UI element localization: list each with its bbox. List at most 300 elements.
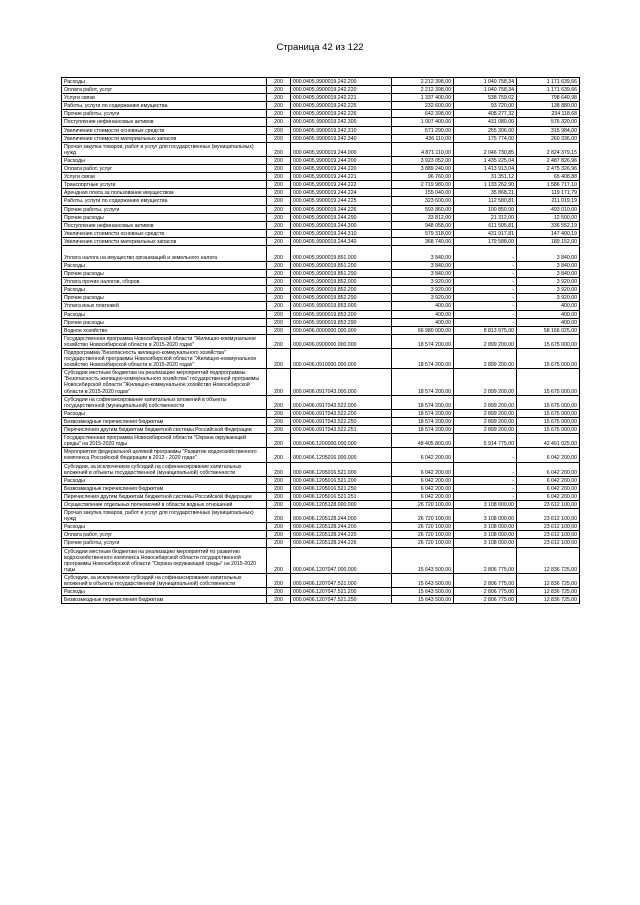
row-code-cell: 200 xyxy=(267,326,291,334)
row-name-cell: Увеличение стоимости материальных запасов xyxy=(62,237,267,245)
row-code-cell: 200 xyxy=(267,156,291,164)
row-code-cell: 200 xyxy=(267,302,291,310)
row-code-cell: 200 xyxy=(267,142,291,156)
row-executed-cell: 31 351,12 xyxy=(454,173,517,181)
row-plan-cell: 3 840,00 xyxy=(392,245,454,261)
row-name-cell: Работы, услуги по содержанию имущества xyxy=(62,102,267,110)
row-code-cell: 200 xyxy=(267,261,291,269)
row-remaining-cell: 12 836 725,00 xyxy=(517,573,580,587)
row-name-cell: Расходы xyxy=(62,286,267,294)
row-remaining-cell: 12 836 725,00 xyxy=(517,596,580,604)
row-executed-cell: - xyxy=(454,261,517,269)
table-row xyxy=(62,270,580,278)
row-remaining-cell: 15 675 000,00 xyxy=(517,349,580,369)
row-name-cell: Уплата иных платежей xyxy=(62,302,267,310)
table-row xyxy=(62,181,580,189)
row-remaining-cell: 400,00 xyxy=(517,310,580,318)
row-plan-cell: 3 920,00 xyxy=(392,278,454,286)
row-plan-cell: 400,00 xyxy=(392,302,454,310)
table-row xyxy=(62,523,580,531)
row-code-cell: 200 xyxy=(267,500,291,508)
row-kbk-cell: 000.0405.9900019.242.220 xyxy=(291,86,392,94)
row-name-cell: Безвозмездные перечисления бюджетам xyxy=(62,484,267,492)
row-name-cell: Расходы xyxy=(62,523,267,531)
row-plan-cell: 3 920,00 xyxy=(392,286,454,294)
row-plan-cell: 6 042 200,00 xyxy=(392,484,454,492)
row-code-cell: 200 xyxy=(267,318,291,326)
row-executed-cell: 2 899 200,00 xyxy=(454,417,517,425)
row-code-cell: 200 xyxy=(267,173,291,181)
row-kbk-cell: 000.0406.1207047.521.000 xyxy=(291,573,392,587)
row-name-cell: Оплата работ, услуг xyxy=(62,531,267,539)
page-number-label: Страница 42 из 122 xyxy=(276,42,364,53)
row-code-cell: 200 xyxy=(267,197,291,205)
row-remaining-cell: 260 336,00 xyxy=(517,134,580,142)
row-code-cell: 200 xyxy=(267,492,291,500)
row-kbk-cell: 000.0406.1207047.000.000 xyxy=(291,547,392,573)
row-remaining-cell: 6 042 200,00 xyxy=(517,462,580,476)
row-code-cell: 200 xyxy=(267,110,291,118)
row-code-cell: 200 xyxy=(267,596,291,604)
row-remaining-cell: 12 836 725,00 xyxy=(517,588,580,596)
row-code-cell: 200 xyxy=(267,588,291,596)
row-plan-cell: 2 212 398,00 xyxy=(392,78,454,86)
row-plan-cell: 18 574 200,00 xyxy=(392,334,454,348)
row-kbk-cell: 000.0405.9900019.244.200 xyxy=(291,156,392,164)
row-code-cell: 200 xyxy=(267,278,291,286)
row-code-cell: 200 xyxy=(267,86,291,94)
row-kbk-cell: 000.0405.9900019.244.222 xyxy=(291,181,392,189)
table-row xyxy=(62,134,580,142)
row-name-cell: Государственная программа Новосибирской области "Жилищно-коммунальное хозяйство Новосибирской области в 2015-2020 годах" xyxy=(62,334,267,348)
row-code-cell: 200 xyxy=(267,523,291,531)
row-executed-cell: 2 806 775,00 xyxy=(454,588,517,596)
row-kbk-cell: 000.0405.9900019.242.225 xyxy=(291,102,392,110)
row-code-cell: 200 xyxy=(267,395,291,409)
row-kbk-cell: 000.0406.1205128.244.220 xyxy=(291,531,392,539)
row-kbk-cell: 000.0405.9900019.242.221 xyxy=(291,94,392,102)
row-kbk-cell: 000.0406.1205016.521.251 xyxy=(291,492,392,500)
row-executed-cell: 175 774,00 xyxy=(454,134,517,142)
row-name-cell: Прочие расходы xyxy=(62,318,267,326)
table-row xyxy=(62,110,580,118)
row-executed-cell: 21 312,00 xyxy=(454,213,517,221)
row-executed-cell: 1 435 225,04 xyxy=(454,156,517,164)
row-executed-cell: - xyxy=(454,492,517,500)
table-row xyxy=(62,142,580,156)
row-remaining-cell: 798 640,98 xyxy=(517,94,580,102)
row-code-cell: 200 xyxy=(267,118,291,126)
row-code-cell: 200 xyxy=(267,78,291,86)
row-kbk-cell: 000.0406.1205016.521.200 xyxy=(291,476,392,484)
row-executed-cell: - xyxy=(454,476,517,484)
row-remaining-cell: 336 552,19 xyxy=(517,221,580,229)
row-kbk-cell: 000.0405.9900019.851.290 xyxy=(291,270,392,278)
table-row xyxy=(62,395,580,409)
row-remaining-cell: 15 675 000,00 xyxy=(517,409,580,417)
row-executed-cell: 1 413 913,04 xyxy=(454,165,517,173)
row-name-cell: Мероприятия федеральной целевой программы "Развитие водохозяйственного комплекса Российской Федерации в 2012 - 2020 годах" xyxy=(62,448,267,462)
row-remaining-cell: 6 042 200,00 xyxy=(517,448,580,462)
row-code-cell: 200 xyxy=(267,229,291,237)
row-name-cell: Работы, услуги по содержанию имущества xyxy=(62,197,267,205)
row-name-cell: Оплата работ, услуг xyxy=(62,86,267,94)
row-code-cell: 200 xyxy=(267,189,291,197)
row-kbk-cell: 000.0406.0910000.000.000 xyxy=(291,349,392,369)
row-plan-cell: 1 337 400,00 xyxy=(392,94,454,102)
row-executed-cell: 1 040 758,34 xyxy=(454,86,517,94)
row-kbk-cell: 000.0406.1205016.521.250 xyxy=(291,484,392,492)
row-plan-cell: 2 719 980,00 xyxy=(392,181,454,189)
row-code-cell: 200 xyxy=(267,181,291,189)
row-kbk-cell: 000.0406.0917043.000.000 xyxy=(291,369,392,395)
row-kbk-cell: 000.0406.0000000.000.000 xyxy=(291,326,392,334)
row-plan-cell: 3 840,00 xyxy=(392,270,454,278)
table-row xyxy=(62,205,580,213)
row-remaining-cell: 15 675 000,00 xyxy=(517,334,580,348)
row-remaining-cell: 3 840,00 xyxy=(517,270,580,278)
row-plan-cell: 26 720 100,00 xyxy=(392,531,454,539)
row-plan-cell: 3 889 240,00 xyxy=(392,165,454,173)
table-row xyxy=(62,596,580,604)
row-remaining-cell: 42 491 025,00 xyxy=(517,434,580,448)
row-remaining-cell: 234 118,68 xyxy=(517,110,580,118)
row-plan-cell: 3 840,00 xyxy=(392,261,454,269)
row-kbk-cell: 000.0405.9900019.851.000 xyxy=(291,245,392,261)
row-name-cell: Увеличение стоимости основных средств xyxy=(62,229,267,237)
table-row xyxy=(62,318,580,326)
row-remaining-cell: 15 675 000,00 xyxy=(517,417,580,425)
row-remaining-cell: 1 171 639,66 xyxy=(517,86,580,94)
row-executed-cell: 100 850,00 xyxy=(454,205,517,213)
row-remaining-cell: 3 920,00 xyxy=(517,294,580,302)
row-plan-cell: 26 720 100,00 xyxy=(392,500,454,508)
row-kbk-cell: 000.0405.9900019.244.220 xyxy=(291,165,392,173)
row-executed-cell: 2 806 775,00 xyxy=(454,596,517,604)
table-row xyxy=(62,126,580,134)
row-kbk-cell: 000.0406.1205016.521.000 xyxy=(291,462,392,476)
row-remaining-cell: 189 152,00 xyxy=(517,237,580,245)
row-executed-cell: 538 759,02 xyxy=(454,94,517,102)
row-kbk-cell: 000.0405.9900019.242.310 xyxy=(291,126,392,134)
row-code-cell: 200 xyxy=(267,126,291,134)
row-executed-cell: 2 806 775,00 xyxy=(454,547,517,573)
table-row xyxy=(62,229,580,237)
row-remaining-cell: 2 475 326,96 xyxy=(517,165,580,173)
row-remaining-cell: 138 880,00 xyxy=(517,102,580,110)
row-code-cell: 200 xyxy=(267,484,291,492)
row-executed-cell: - xyxy=(454,484,517,492)
row-plan-cell: 18 574 200,00 xyxy=(392,369,454,395)
row-plan-cell: 948 058,00 xyxy=(392,221,454,229)
row-plan-cell: 96 760,00 xyxy=(392,173,454,181)
row-executed-cell: 2 806 775,00 xyxy=(454,573,517,587)
row-code-cell: 200 xyxy=(267,349,291,369)
row-plan-cell: 15 643 500,00 xyxy=(392,596,454,604)
row-kbk-cell: 000.0406.1200000.000.000 xyxy=(291,434,392,448)
row-plan-cell: 48 405 800,00 xyxy=(392,434,454,448)
table-row xyxy=(62,409,580,417)
row-name-cell: Увеличение стоимости основных средств xyxy=(62,126,267,134)
row-kbk-cell: 000.0405.9900019.244.221 xyxy=(291,173,392,181)
table-row xyxy=(62,476,580,484)
row-remaining-cell: 3 840,00 xyxy=(517,245,580,261)
row-code-cell: 200 xyxy=(267,448,291,462)
row-name-cell: Субсидии местным бюджетам на реализацию мероприятий по развитию водохозяйственного комплекса Новосибирской области государственной программы Новосибирской области "Охрана окружающей среды" на 2015-2020 годы xyxy=(62,547,267,573)
row-code-cell: 200 xyxy=(267,426,291,434)
row-executed-cell: - xyxy=(454,448,517,462)
row-name-cell: Расходы xyxy=(62,588,267,596)
table-row xyxy=(62,86,580,94)
row-kbk-cell: 000.0405.9900019.852.000 xyxy=(291,278,392,286)
row-executed-cell: 611 505,81 xyxy=(454,221,517,229)
row-name-cell: Расходы xyxy=(62,409,267,417)
row-kbk-cell: 000.0406.1207047.521.200 xyxy=(291,588,392,596)
row-plan-cell: 15 643 500,00 xyxy=(392,588,454,596)
row-executed-cell: 2 899 200,00 xyxy=(454,334,517,348)
row-kbk-cell: 000.0405.9900019.242.200 xyxy=(291,78,392,86)
row-remaining-cell: 23 612 100,00 xyxy=(517,509,580,523)
row-kbk-cell: 000.0405.9900019.242.226 xyxy=(291,110,392,118)
table-row xyxy=(62,547,580,573)
row-executed-cell: 408 277,32 xyxy=(454,110,517,118)
row-executed-cell: 3 108 000,00 xyxy=(454,509,517,523)
row-code-cell: 200 xyxy=(267,310,291,318)
row-kbk-cell: 000.0406.1205016.000.000 xyxy=(291,448,392,462)
row-executed-cell: 2 899 200,00 xyxy=(454,409,517,417)
table-row xyxy=(62,102,580,110)
row-name-cell: Расходы xyxy=(62,156,267,164)
row-executed-cell: - xyxy=(454,245,517,261)
row-code-cell: 200 xyxy=(267,476,291,484)
row-plan-cell: 4 871 110,00 xyxy=(392,142,454,156)
row-plan-cell: 3 923 052,00 xyxy=(392,156,454,164)
row-kbk-cell: 000.0406.0917043.522.251 xyxy=(291,426,392,434)
row-executed-cell: - xyxy=(454,302,517,310)
table-row xyxy=(62,294,580,302)
row-name-cell: Прочие расходы xyxy=(62,294,267,302)
row-name-cell: Субсидии, за исключением субсидий на софинансирование капитальных вложений в объекты государственной (муниципальной) собственности xyxy=(62,573,267,587)
row-plan-cell: 400,00 xyxy=(392,310,454,318)
row-code-cell: 200 xyxy=(267,334,291,348)
row-name-cell: Государственная программа Новосибирской области "Охрана окружающей среды" на 2015-2020 годы xyxy=(62,434,267,448)
table-row xyxy=(62,492,580,500)
row-plan-cell: 232 600,00 xyxy=(392,102,454,110)
row-name-cell: Прочая закупка товаров, работ и услуг для государственных (муниципальных) нужд xyxy=(62,142,267,156)
row-executed-cell: 2 899 200,00 xyxy=(454,426,517,434)
row-code-cell: 200 xyxy=(267,509,291,523)
table-row xyxy=(62,189,580,197)
row-code-cell: 200 xyxy=(267,286,291,294)
row-kbk-cell: 000.0405.9900019.244.226 xyxy=(291,205,392,213)
row-executed-cell: - xyxy=(454,278,517,286)
row-plan-cell: 6 042 200,00 xyxy=(392,462,454,476)
row-plan-cell: 26 720 100,00 xyxy=(392,539,454,547)
row-plan-cell: 18 574 200,00 xyxy=(392,409,454,417)
row-remaining-cell: 315 984,00 xyxy=(517,126,580,134)
row-remaining-cell: 3 920,00 xyxy=(517,286,580,294)
row-name-cell: Увеличение стоимости материальных запасов xyxy=(62,134,267,142)
row-executed-cell: - xyxy=(454,310,517,318)
table-row xyxy=(62,500,580,508)
row-code-cell: 200 xyxy=(267,102,291,110)
row-remaining-cell: 23 612 100,00 xyxy=(517,539,580,547)
row-kbk-cell: 000.0405.9900019.852.290 xyxy=(291,294,392,302)
row-remaining-cell: 576 320,00 xyxy=(517,118,580,126)
row-kbk-cell: 000.0405.9900019.244.225 xyxy=(291,197,392,205)
row-remaining-cell: 1 171 639,66 xyxy=(517,78,580,86)
row-code-cell: 200 xyxy=(267,237,291,245)
table-row xyxy=(62,286,580,294)
row-kbk-cell: 000.0405.9900019.244.000 xyxy=(291,142,392,156)
row-name-cell: Прочие расходы xyxy=(62,213,267,221)
row-name-cell: Прочие работы, услуги xyxy=(62,539,267,547)
row-remaining-cell: 58 166 025,00 xyxy=(517,326,580,334)
row-kbk-cell: 000.0405.9900019.851.200 xyxy=(291,261,392,269)
table-row xyxy=(62,197,580,205)
row-kbk-cell: 000.0406.0917043.522.200 xyxy=(291,409,392,417)
row-executed-cell: 35 868,21 xyxy=(454,189,517,197)
row-executed-cell: - xyxy=(454,286,517,294)
row-remaining-cell: 1 586 717,10 xyxy=(517,181,580,189)
row-kbk-cell: 000.0405.9900019.853.000 xyxy=(291,302,392,310)
row-name-cell: Водное хозяйство xyxy=(62,326,267,334)
row-remaining-cell: 23 612 100,00 xyxy=(517,531,580,539)
row-executed-cell: - xyxy=(454,294,517,302)
row-executed-cell: 8 813 975,00 xyxy=(454,326,517,334)
table-row xyxy=(62,78,580,86)
row-executed-cell: 431 080,00 xyxy=(454,118,517,126)
row-code-cell: 200 xyxy=(267,221,291,229)
row-name-cell: Расходы xyxy=(62,78,267,86)
table-row xyxy=(62,462,580,476)
row-remaining-cell: 400,00 xyxy=(517,302,580,310)
row-plan-cell: 26 720 100,00 xyxy=(392,509,454,523)
row-code-cell: 200 xyxy=(267,294,291,302)
row-code-cell: 200 xyxy=(267,547,291,573)
row-name-cell: Субсидии на софинансирование капитальных вложений в объекты государственной (муниципальной) собственности xyxy=(62,395,267,409)
row-remaining-cell: 6 042 200,00 xyxy=(517,476,580,484)
table-row xyxy=(62,349,580,369)
row-plan-cell: 66 980 000,00 xyxy=(392,326,454,334)
row-executed-cell: 93 720,00 xyxy=(454,102,517,110)
row-kbk-cell: 000.0405.9900019.852.200 xyxy=(291,286,392,294)
row-name-cell: Уплата прочих налогов, сборов xyxy=(62,278,267,286)
row-remaining-cell: 2 487 826,96 xyxy=(517,156,580,164)
row-code-cell: 200 xyxy=(267,409,291,417)
row-remaining-cell: 3 840,00 xyxy=(517,261,580,269)
table-row xyxy=(62,509,580,523)
row-remaining-cell: 493 010,00 xyxy=(517,205,580,213)
row-kbk-cell: 000.0406.1207047.521.250 xyxy=(291,596,392,604)
table-row xyxy=(62,484,580,492)
table-row xyxy=(62,326,580,334)
row-name-cell: Подпрограмма "Безопасность жилищно-коммунального хозяйства" государственной программы Новосибирской области "Жилищно-коммунальное хозяйство Новосибирской области в 2015-2020 годах" xyxy=(62,349,267,369)
row-plan-cell: 15 643 500,00 xyxy=(392,547,454,573)
table-row xyxy=(62,588,580,596)
row-plan-cell: 579 318,00 xyxy=(392,229,454,237)
row-executed-cell: 431 917,81 xyxy=(454,229,517,237)
row-code-cell: 200 xyxy=(267,94,291,102)
table-row xyxy=(62,94,580,102)
row-name-cell: Прочие работы, услуги xyxy=(62,205,267,213)
row-kbk-cell: 000.0406.0917043.522.250 xyxy=(291,417,392,425)
row-code-cell: 200 xyxy=(267,573,291,587)
row-plan-cell: 3 920,00 xyxy=(392,294,454,302)
row-code-cell: 200 xyxy=(267,205,291,213)
row-remaining-cell: 6 042 200,00 xyxy=(517,492,580,500)
row-plan-cell: 15 643 500,00 xyxy=(392,573,454,587)
row-code-cell: 200 xyxy=(267,531,291,539)
row-kbk-cell: 000.0405.9900019.244.290 xyxy=(291,213,392,221)
row-kbk-cell: 000.0405.9900019.853.290 xyxy=(291,318,392,326)
row-executed-cell: 2 899 200,00 xyxy=(454,369,517,395)
row-name-cell: Прочая закупка товаров, работ и услуг для государственных (муниципальных) нужд xyxy=(62,509,267,523)
row-plan-cell: 571 290,00 xyxy=(392,126,454,134)
table-row xyxy=(62,334,580,348)
row-plan-cell: 6 042 200,00 xyxy=(392,448,454,462)
table-row xyxy=(62,221,580,229)
row-plan-cell: 2 212 398,00 xyxy=(392,86,454,94)
row-name-cell: Субсидии местным бюджетам на реализацию мероприятий подпрограммы "Безопасность жилищно-коммунального хозяйства" государственной программы Новосибирской области "Жилищно-коммунальное хозяйство Новосибирской области в 2015-2020 годах" xyxy=(62,369,267,395)
row-executed-cell: 5 914 775,00 xyxy=(454,434,517,448)
table-row xyxy=(62,261,580,269)
row-name-cell: Арендная плата за пользование имуществом xyxy=(62,189,267,197)
row-kbk-cell: 000.0406.0917043.522.000 xyxy=(291,395,392,409)
row-remaining-cell: 23 612 100,00 xyxy=(517,500,580,508)
row-executed-cell: 179 588,00 xyxy=(454,237,517,245)
row-kbk-cell: 000.0406.1205128.244.200 xyxy=(291,523,392,531)
row-code-cell: 200 xyxy=(267,165,291,173)
row-name-cell: Перечисления другим бюджетам бюджетной системы Российской Федерации xyxy=(62,426,267,434)
row-plan-cell: 18 574 200,00 xyxy=(392,349,454,369)
row-name-cell: Расходы xyxy=(62,261,267,269)
row-plan-cell: 6 042 200,00 xyxy=(392,492,454,500)
row-remaining-cell: 15 675 000,00 xyxy=(517,426,580,434)
row-plan-cell: 593 860,00 xyxy=(392,205,454,213)
row-kbk-cell: 000.0405.9900019.244.340 xyxy=(291,237,392,245)
row-kbk-cell: 000.0405.9900019.242.300 xyxy=(291,118,392,126)
table-row xyxy=(62,539,580,547)
row-remaining-cell: 65 408,88 xyxy=(517,173,580,181)
row-remaining-cell: 2 824 379,15 xyxy=(517,142,580,156)
row-remaining-cell: 211 019,19 xyxy=(517,197,580,205)
row-code-cell: 200 xyxy=(267,539,291,547)
row-plan-cell: 368 740,00 xyxy=(392,237,454,245)
row-kbk-cell: 000.0406.1205128.244.000 xyxy=(291,509,392,523)
row-name-cell: Безвозмездные перечисления бюджетам xyxy=(62,417,267,425)
row-name-cell: Поступление нефинансовых активов xyxy=(62,118,267,126)
row-plan-cell: 18 574 200,00 xyxy=(392,395,454,409)
row-kbk-cell: 000.0406.0900000.000.000 xyxy=(291,334,392,348)
table-row xyxy=(62,118,580,126)
row-kbk-cell: 000.0405.9900019.242.340 xyxy=(291,134,392,142)
row-code-cell: 200 xyxy=(267,369,291,395)
table-row xyxy=(62,426,580,434)
row-kbk-cell: 000.0406.1205128.244.226 xyxy=(291,539,392,547)
row-remaining-cell: 147 400,19 xyxy=(517,229,580,237)
row-remaining-cell: 23 612 100,00 xyxy=(517,523,580,531)
row-name-cell: Безвозмездные перечисления бюджетам xyxy=(62,596,267,604)
budget-report-table xyxy=(61,77,580,604)
row-code-cell: 200 xyxy=(267,213,291,221)
row-plan-cell: 18 574 200,00 xyxy=(392,426,454,434)
row-plan-cell: 18 574 200,00 xyxy=(392,417,454,425)
row-name-cell: Оплата работ, услуг xyxy=(62,165,267,173)
row-code-cell: 200 xyxy=(267,270,291,278)
row-plan-cell: 1 007 400,00 xyxy=(392,118,454,126)
row-remaining-cell: 6 042 200,00 xyxy=(517,484,580,492)
